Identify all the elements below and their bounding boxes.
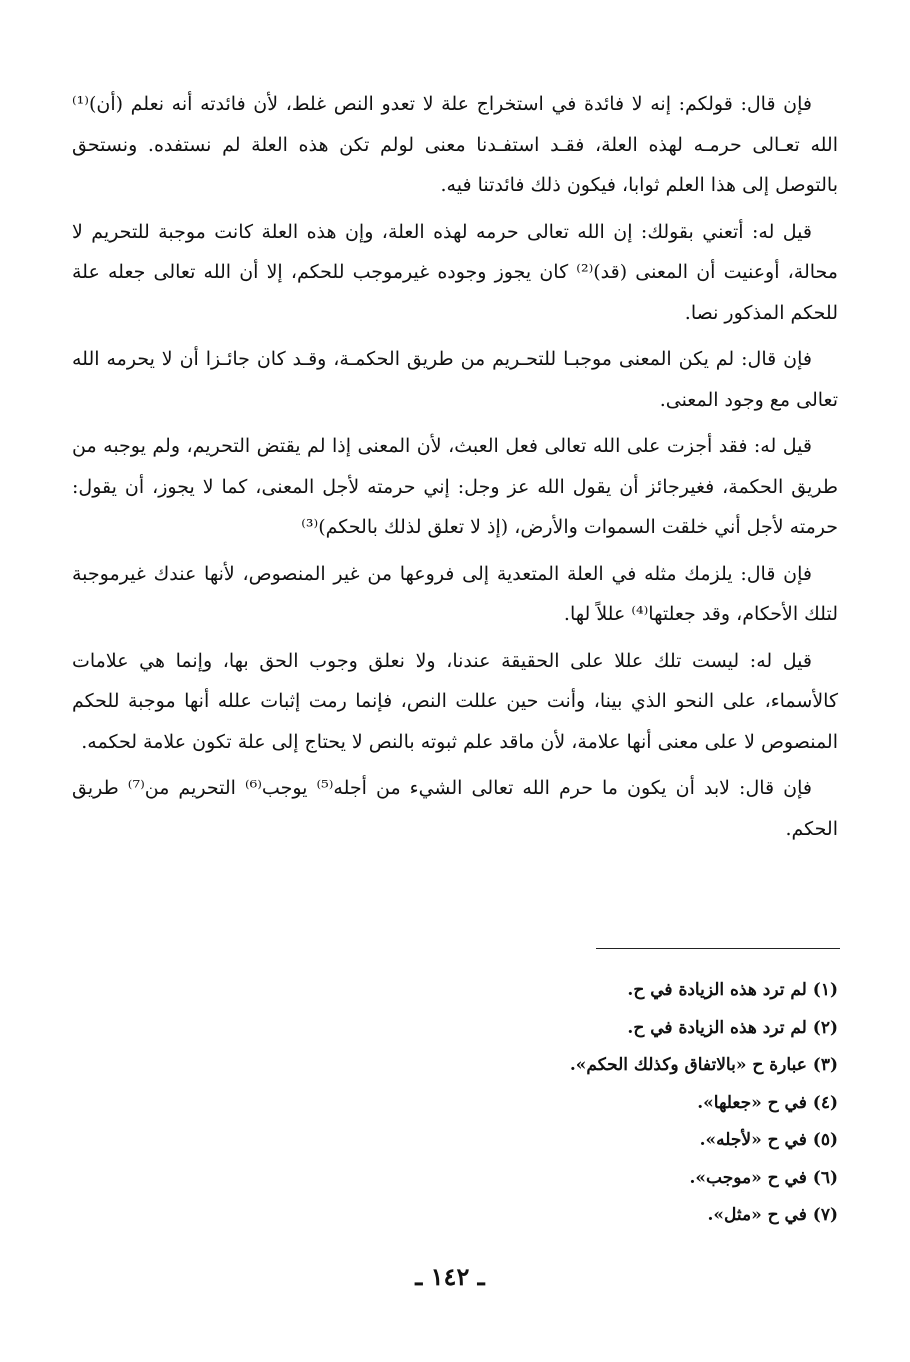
footnote-3: (٣) عبارة ح «بالاتفاق وكذلك الحكم». [569,1055,838,1075]
paragraph-1: فإن قال: قولكم: إنه لا فائدة في استخراج علة لا تعدو النص غلط، لأن فائدته أنه نعلم (أن)⁽¹⁾ الله تعـالى حرمـه لهذه العلة، فقـد استفـدنا معنى لولم تكن هذه العلة لم نستفده. ونستحق بالتوصل إلى هذا العلم ثوابا، فيكون ذلك فائدتنا فيه. [72,93,838,196]
page-number: ـ ١٤٢ ـ [415,1262,485,1291]
footnote-1: (١) لم ترد هذه الزيادة في ح. [627,980,838,1000]
paragraph-4: قيل له: فقد أجزت على الله تعالى فعل العبث، لأن المعنى إذا لم يقتض التحريم، ولم يوجبه من طريق الحكمة، فغيرجائز أن يقول الله عز وجل: إني حرمته لأجل المعنى، كما لا يجوز، أن يقول: حرمته لأجل أني خلقت السموات والأرض، (إذ لا تعلق لذلك بالحكم)⁽³⁾ [72,435,838,538]
footnote-2: (٢) لم ترد هذه الزيادة في ح. [627,1017,838,1038]
paragraph-2: قيل له: أتعني بقولك: إن الله تعالى حرمه لهذه العلة، وإن هذه العلة كانت موجبة للتحريم لا محالة، أوعنيت أن المعنى (قد)⁽²⁾ كان يجوز وجوده غيرموجب للحكم، إلا أن الله تعالى جعله علة للحكم المذكور نصا. [72,220,838,324]
footnote-divider [596,948,840,949]
footnote-5: (٥) في ح «لأجله». [699,1130,838,1150]
paragraph-6: قيل له: ليست تلك عللا على الحقيقة عندنا، ولا نعلق وجوب الحق بها، وإنما هي علامات كالأسماء، على النحو الذي بينا، وأنت حين عللت النص، فإنما رمت إثبات علله أنها موجبة للحكم المنصوص لا على معنى أنها علامة، لأن ماقد علم ثبوته بالنص لا يحتاج إلى علة تكون علامة لحكمه. [72,649,838,753]
paragraph-7: فإن قال: لابد أن يكون ما حرم الله تعالى الشيء من أجله⁽⁵⁾ يوجب⁽⁶⁾ التحريم من⁽⁷⁾ طريق الحكم. [72,777,838,840]
footnotes [380,972,838,1235]
footnote-6: (٦) في ح «موجب». [689,1167,838,1188]
footnote-7: (٧) في ح «مثل». [707,1205,838,1225]
paragraph-5: فإن قال: يلزمك مثله في العلة المتعدية إلى فروعها من غير المنصوص، لأنها عندك غيرموجبة لتلك الأحكام، وقد جعلتها⁽⁴⁾ عللاً لها. [72,562,838,625]
footnote-4: (٤) في ح «جعلها». [697,1092,838,1113]
paragraph-3: فإن قال: لم يكن المعنى موجبـا للتحـريم من طريق الحكمـة، وقـد كان جائـزا أن لا يحرمه الله تعالى مع وجود المعنى. [72,348,838,411]
main-text [72,84,838,855]
